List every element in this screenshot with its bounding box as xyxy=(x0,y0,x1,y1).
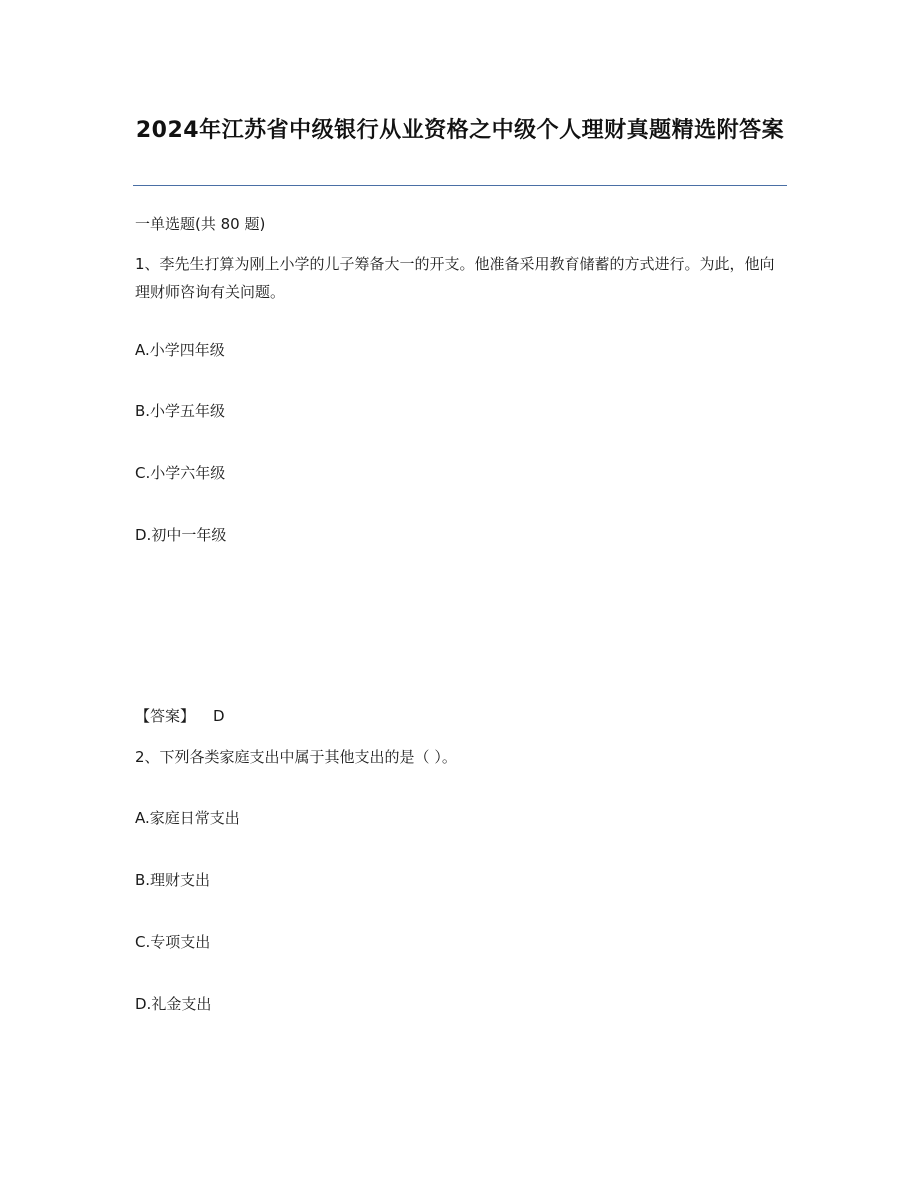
question-1-option-b: B.小学五年级 xyxy=(135,402,226,420)
answer-value: D xyxy=(213,707,225,725)
question-2-option-d: D.礼金支出 xyxy=(135,995,212,1013)
title-divider xyxy=(133,185,787,186)
question-2-option-c: C.专项支出 xyxy=(135,933,211,951)
document-title: 2024年江苏省中级银行从业资格之中级个人理财真题精选附答案 xyxy=(135,118,785,143)
answer-label: 【答案】 xyxy=(135,707,196,725)
question-1-answer xyxy=(135,702,225,730)
question-1-option-c: C.小学六年级 xyxy=(135,464,226,482)
question-2-option-b: B.理财支出 xyxy=(135,871,211,889)
question-2-stem: 2、下列各类家庭支出中属于其他支出的是（ ）。 xyxy=(135,748,457,766)
question-2-option-a: A.家庭日常支出 xyxy=(135,809,240,827)
question-1-option-d: D.初中一年级 xyxy=(135,526,227,544)
section-heading: 一单选题(共 80 题) xyxy=(135,215,266,233)
question-1-option-a: A.小学四年级 xyxy=(135,341,225,359)
question-1-stem: 1、李先生打算为刚上小学的儿子筹备大一的开支。他准备采用教育储蓄的方式进行。为此，他向理财师咨询有关问题。 xyxy=(135,255,775,301)
